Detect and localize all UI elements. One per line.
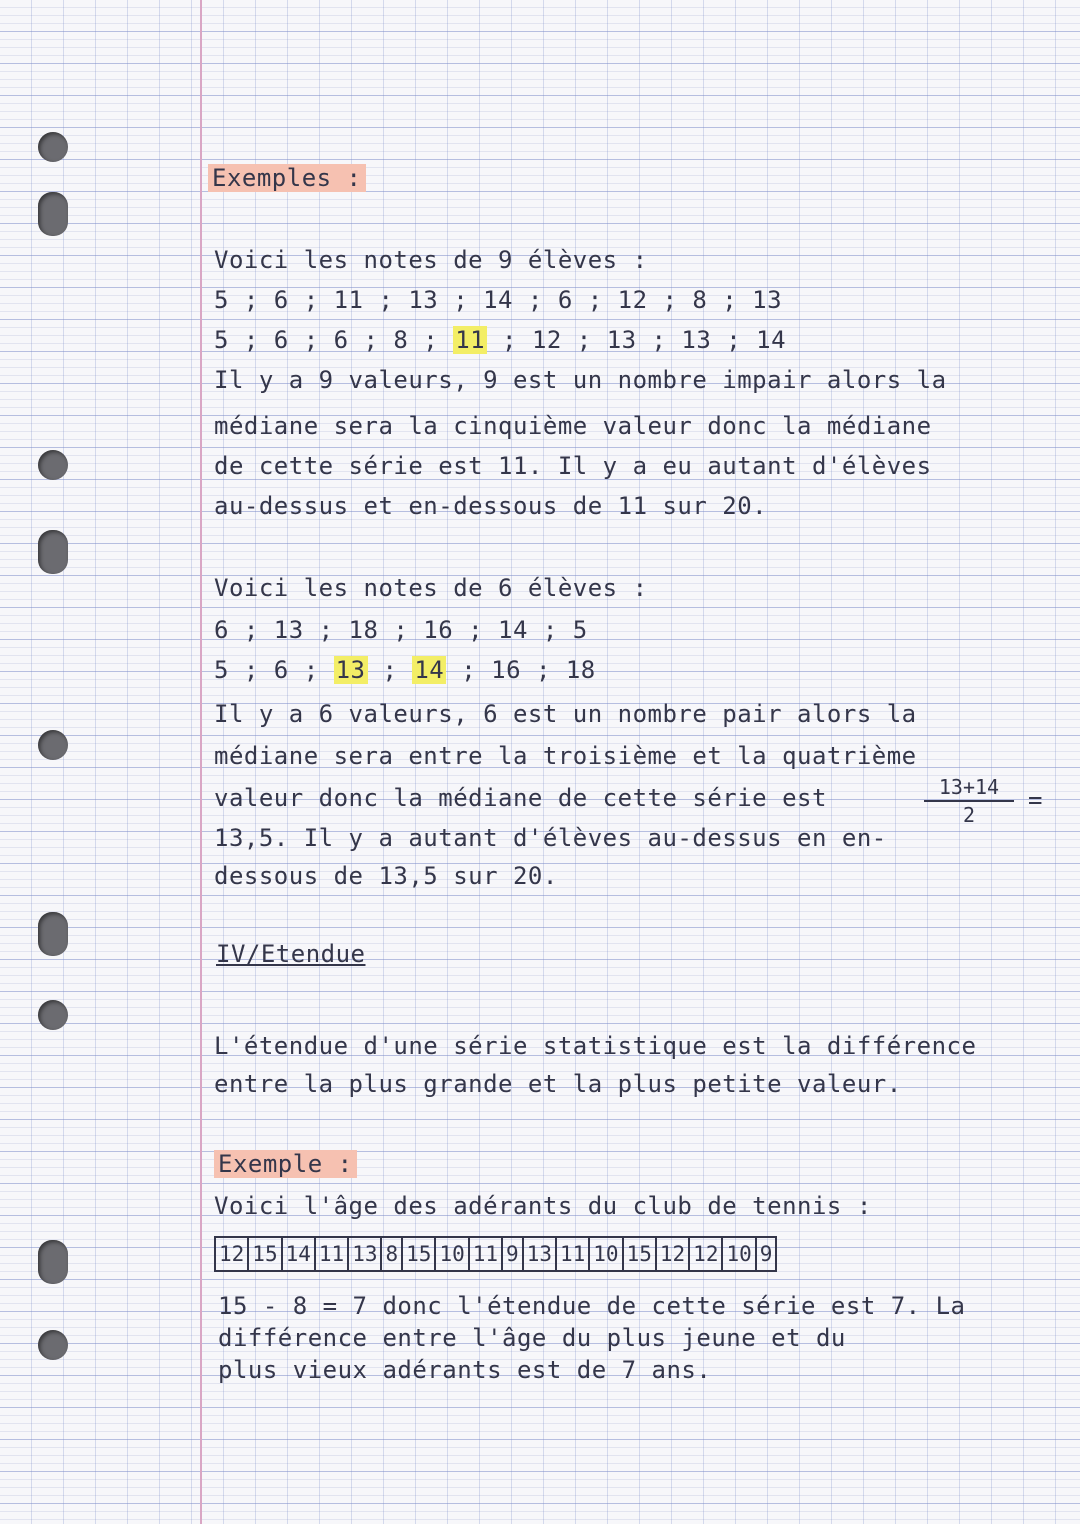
binder-hole bbox=[38, 192, 68, 236]
fraction-denominator: 2 bbox=[962, 803, 976, 827]
table-cell: 15 bbox=[248, 1237, 281, 1271]
ex2-fraction bbox=[924, 776, 1014, 826]
definition-line-2: entre la plus grande et la plus petite valeur. bbox=[214, 1070, 902, 1098]
binder-hole bbox=[38, 1240, 68, 1284]
binder-hole bbox=[38, 730, 68, 760]
table-cell: 11 bbox=[556, 1237, 589, 1271]
definition-line-1: L'étendue d'une série statistique est la différence bbox=[214, 1032, 977, 1060]
ex1-raw-series: 5 ; 6 ; 11 ; 13 ; 14 ; 6 ; 12 ; 8 ; 13 bbox=[214, 286, 783, 314]
example-title: Exemple : bbox=[214, 1148, 357, 1180]
binder-hole bbox=[38, 912, 68, 956]
table-cell: 12 bbox=[215, 1237, 248, 1271]
table-cell: 9 bbox=[502, 1237, 523, 1271]
ex2-intro: Voici les notes de 6 élèves : bbox=[214, 574, 648, 602]
ex2-line-2: médiane sera entre la troisième et la quatrième bbox=[214, 742, 917, 770]
fraction-bar bbox=[924, 800, 1014, 802]
ex3-line-1: 15 - 8 = 7 donc l'étendue de cette série est 7. La bbox=[218, 1292, 966, 1320]
table-cell: 13 bbox=[523, 1237, 556, 1271]
ex1-line-3: de cette série est 11. Il y a eu autant d'élèves bbox=[214, 452, 932, 480]
ex2-raw-series: 6 ; 13 ; 18 ; 16 ; 14 ; 5 bbox=[214, 616, 588, 644]
ex1-sorted-series: 5 ; 6 ; 6 ; 8 ; 11 ; 12 ; 13 ; 13 ; 14 bbox=[214, 326, 787, 354]
table-cell: 10 bbox=[589, 1237, 622, 1271]
table-cell: 12 bbox=[656, 1237, 689, 1271]
table-row bbox=[215, 1237, 776, 1271]
ex1-intro: Voici les notes de 9 élèves : bbox=[214, 246, 648, 274]
ex2-line-1: Il y a 6 valeurs, 6 est un nombre pair alors la bbox=[214, 700, 917, 728]
table-cell: 10 bbox=[435, 1237, 468, 1271]
binder-hole bbox=[38, 1000, 68, 1030]
ex1-line-2: médiane sera la cinquième valeur donc la médiane bbox=[214, 412, 932, 440]
section-heading: IV/Etendue bbox=[216, 940, 366, 968]
ex2-equals: = bbox=[1028, 786, 1043, 814]
ex2-line-4: 13,5. Il y a autant d'élèves au-dessus en en- bbox=[214, 824, 887, 852]
table-cell: 12 bbox=[689, 1237, 722, 1271]
table-cell: 8 bbox=[381, 1237, 402, 1271]
binder-hole bbox=[38, 1330, 68, 1360]
examples-title: Exemples : bbox=[208, 162, 366, 194]
ex2-sorted-series: 5 ; 6 ; 13 ; 14 ; 16 ; 18 bbox=[214, 656, 596, 684]
margin-line bbox=[200, 0, 202, 1524]
ages-table bbox=[214, 1236, 777, 1272]
table-cell: 15 bbox=[623, 1237, 656, 1271]
binder-hole bbox=[38, 132, 68, 162]
ex3-intro: Voici l'âge des adérants du club de tennis : bbox=[214, 1192, 872, 1220]
ex1-line-4: au-dessus et en-dessous de 11 sur 20. bbox=[214, 492, 768, 520]
ex3-line-3: plus vieux adérants est de 7 ans. bbox=[218, 1356, 712, 1384]
ex2-median-highlight-2: 14 bbox=[414, 656, 445, 684]
binder-hole bbox=[38, 450, 68, 480]
table-cell: 13 bbox=[348, 1237, 381, 1271]
table-cell: 9 bbox=[756, 1237, 777, 1271]
table-cell: 10 bbox=[722, 1237, 755, 1271]
table-cell: 11 bbox=[469, 1237, 502, 1271]
table-cell: 14 bbox=[282, 1237, 315, 1271]
binder-hole bbox=[38, 530, 68, 574]
ex2-line-5: dessous de 13,5 sur 20. bbox=[214, 862, 558, 890]
fraction-numerator: 13+14 bbox=[938, 775, 1000, 799]
table-cell: 15 bbox=[402, 1237, 435, 1271]
table-cell: 11 bbox=[315, 1237, 348, 1271]
ex2-median-highlight-1: 13 bbox=[335, 656, 366, 684]
ex1-line-1: Il y a 9 valeurs, 9 est un nombre impair alors la bbox=[214, 366, 947, 394]
ex2-line-3: valeur donc la médiane de cette série est bbox=[214, 784, 827, 812]
ex3-line-2: différence entre l'âge du plus jeune et du bbox=[218, 1324, 846, 1352]
ex1-median-highlight: 11 bbox=[455, 326, 486, 354]
